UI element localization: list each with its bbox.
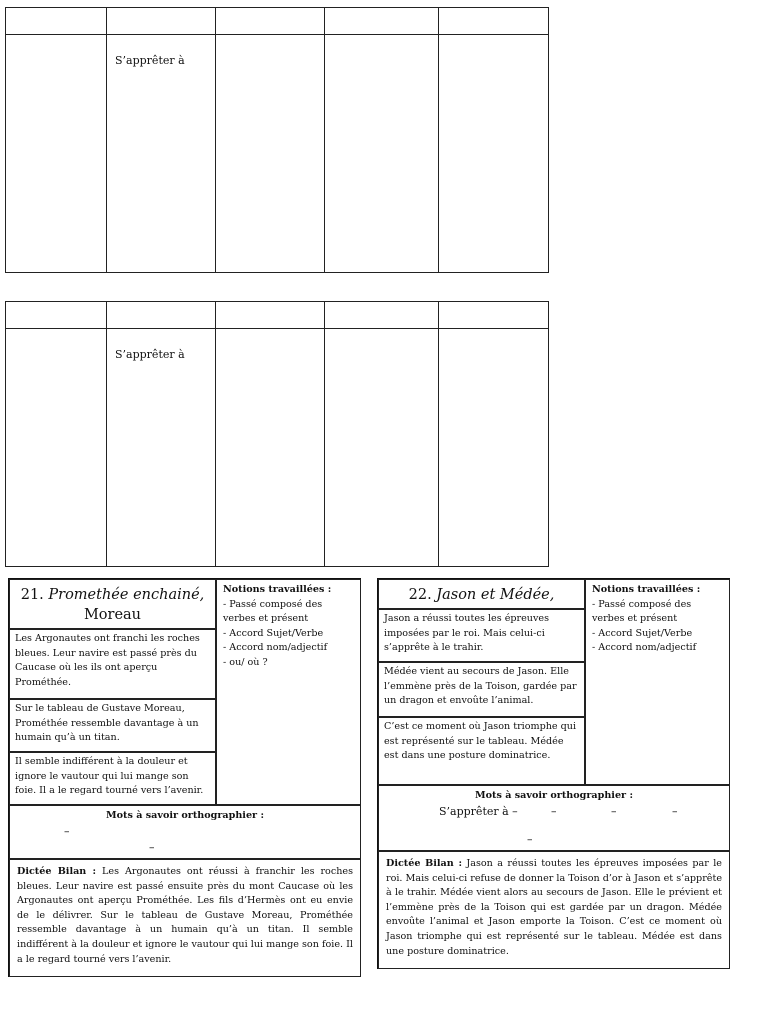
- notion-item: - Passé composé des verbes et présent: [592, 598, 692, 625]
- word-dash: –: [527, 833, 533, 846]
- table-cell: [6, 329, 107, 567]
- notions-box: [585, 579, 730, 785]
- notion-item: - Accord Sujet/Verbe: [592, 627, 693, 639]
- table-cell: [325, 35, 439, 273]
- paragraph-3: C’est ce moment où Jason triomphe qui est représenté sur le tableau. Médée est dans une posture dominatrice.: [378, 717, 585, 785]
- card-22: [377, 578, 730, 969]
- table-cell: [216, 302, 325, 329]
- dictee-box: [378, 851, 730, 969]
- vocab-table-1: [5, 7, 549, 273]
- table-cell: [6, 8, 107, 35]
- mots-box: [9, 805, 361, 859]
- dictee-box: [9, 859, 361, 977]
- table-cell: [107, 302, 216, 329]
- table-cell: [439, 35, 549, 273]
- mots-heading: Mots à savoir orthographier :: [475, 790, 633, 801]
- dictee-label: Dictée Bilan :: [17, 866, 97, 877]
- table-cell: [216, 8, 325, 35]
- table-cell: [6, 302, 107, 329]
- mots-box: [378, 785, 730, 851]
- painting-author: Moreau: [83, 607, 142, 623]
- card-21: [8, 578, 361, 977]
- word-dash: –: [64, 825, 70, 838]
- vocab-table-2: [5, 301, 549, 567]
- painting-title: Promethée enchainé,: [48, 587, 205, 603]
- notion-item: - Accord nom/adjectif: [223, 642, 328, 654]
- notions-heading: Notions travaillées :: [592, 584, 701, 595]
- table-cell: [325, 329, 439, 567]
- table-cell: [6, 35, 107, 273]
- paragraph-1: Jason a réussi toutes les épreuves imposées par le roi. Mais celui-ci s’apprête à le trahir.: [378, 609, 585, 662]
- notion-item: - Accord Sujet/Verbe: [223, 627, 324, 639]
- word-dash: –: [551, 805, 557, 818]
- card-title: [9, 579, 216, 629]
- dictee-label: Dictée Bilan :: [386, 858, 462, 869]
- table-cell: [439, 302, 549, 329]
- notion-item: - Passé composé des verbes et présent: [223, 598, 323, 625]
- notions-heading: Notions travaillées :: [223, 584, 332, 595]
- table-cell: [439, 8, 549, 35]
- table-cell: [216, 329, 325, 567]
- word-dash: –: [611, 805, 617, 818]
- paragraph-1: Les Argonautes ont franchi les roches bleues. Leur navire est passé près du Caucase où les ils ont aperçu Prométhée.: [9, 629, 216, 699]
- paragraph-2: Sur le tableau de Gustave Moreau, Prométhée ressemble davantage à un humain qu’à un titan.: [9, 699, 216, 752]
- paragraph-2: Médée vient au secours de Jason. Elle l’emmène près de la Toison, gardée par un dragon et envoûte l’animal.: [378, 662, 585, 717]
- card-title: [378, 579, 585, 609]
- dictee-text: Les Argonautes ont réussi à franchir les roches bleues. Leur navire est passé ensuite près du mont Caucase où les Argonautes ont aperçu Prométhée. Les fils d’Hermès ont eu envie de le délivrer. Sur le tableau de Gustave Moreau, Prométhée ressemble davantage à un humain qu’à un titan. Il semble indifférent à la douleur et ignore le vautour qui lui mange son foie. Il a le regard tourné vers l’avenir.: [17, 866, 353, 965]
- table-cell: [216, 35, 325, 273]
- notion-item: - Accord nom/adjectif: [592, 642, 697, 654]
- card-number: 21.: [20, 587, 44, 603]
- table-word: S’apprêter à: [107, 329, 216, 567]
- table-cell: [107, 8, 216, 35]
- table-cell: [325, 302, 439, 329]
- table-word: S’apprêter à: [107, 35, 216, 273]
- word-first: S’apprêter à –: [439, 805, 518, 818]
- word-dash: –: [149, 841, 155, 854]
- mots-heading: Mots à savoir orthographier :: [106, 810, 264, 821]
- card-number: 22.: [408, 587, 432, 603]
- word-dash: –: [672, 805, 678, 818]
- table-cell: [439, 329, 549, 567]
- table-cell: [325, 8, 439, 35]
- paragraph-3: Il semble indifférent à la douleur et ignore le vautour qui lui mange son foie. Il a le regard tourné vers l’avenir.: [9, 752, 216, 805]
- notions-box: [216, 579, 361, 805]
- dictee-text: Jason a réussi toutes les épreuves imposées par le roi. Mais celui-ci refuse de donner la Toison d’or à Jason et s’apprête à le trahir. Médée vient alors au secours de Jason. Elle le prévient et l’emmène près de la Toison qui est gardée par un dragon. Médée envoûte l’animal et Jason emporte la Toison. C’est ce moment où Jason triomphe qui est représenté sur le tableau. Médée est dans une posture dominatrice.: [386, 858, 722, 957]
- notion-item: - ou/ où ?: [223, 656, 268, 668]
- painting-title: Jason et Médée,: [436, 587, 555, 603]
